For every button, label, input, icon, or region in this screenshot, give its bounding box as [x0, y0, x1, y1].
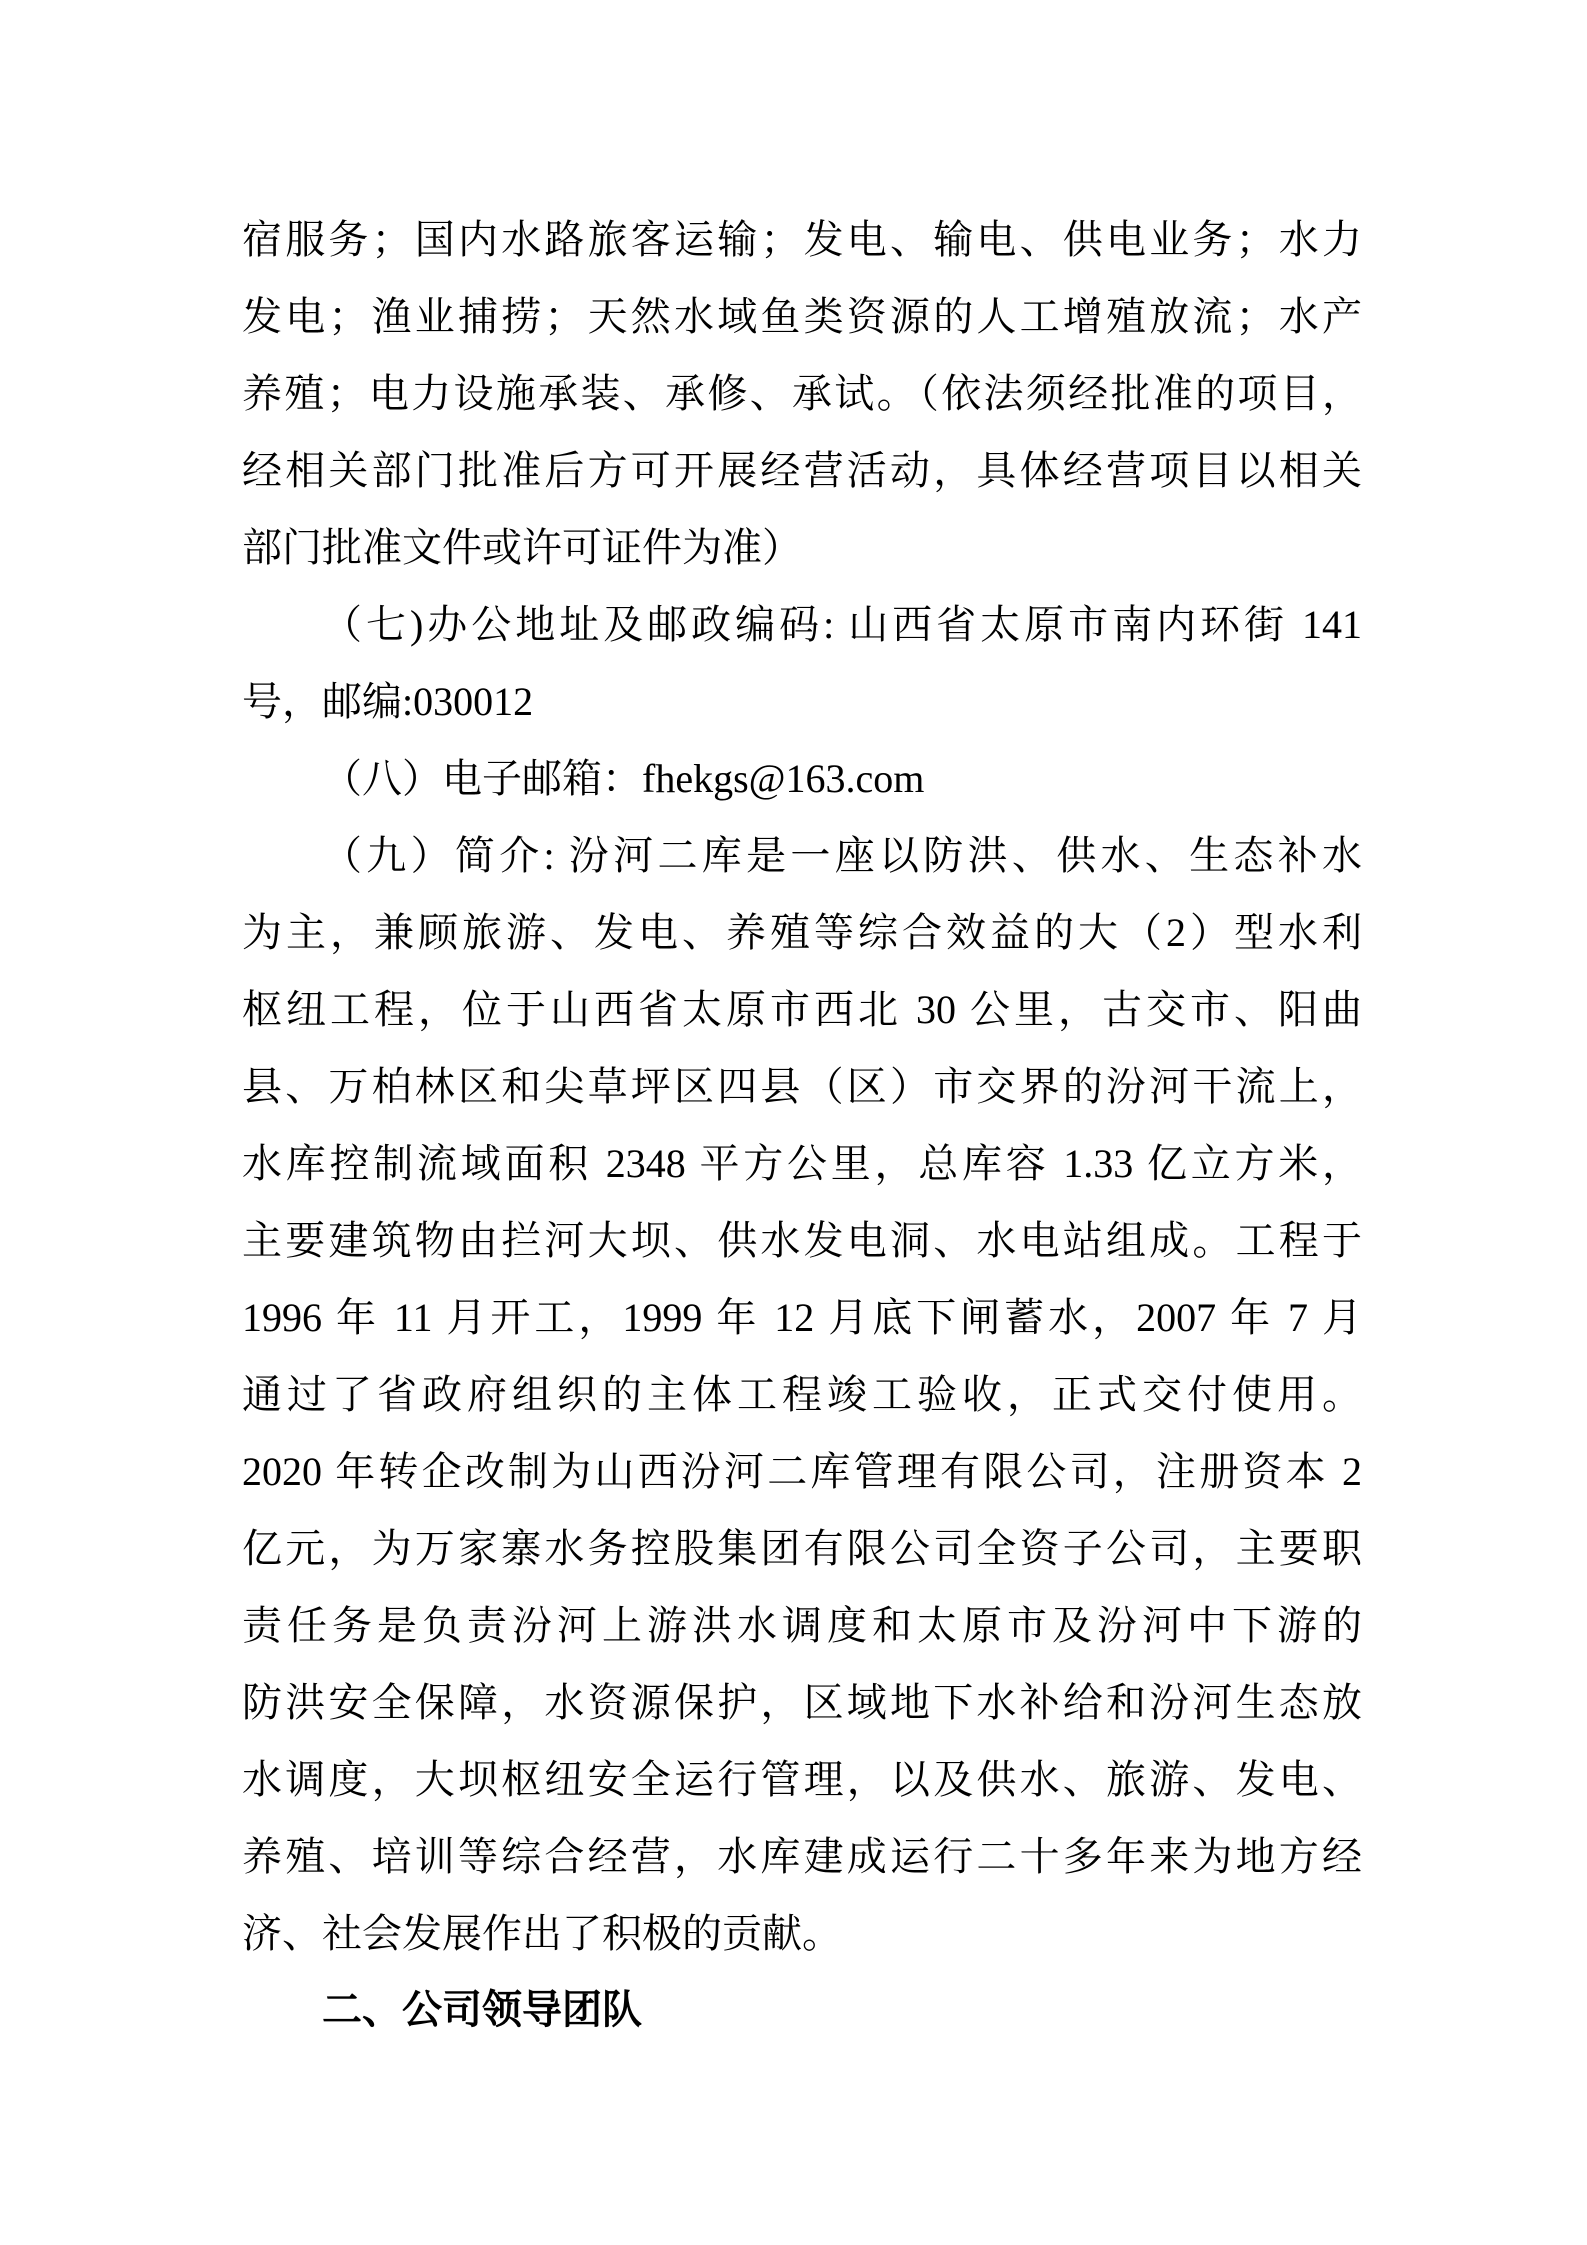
text-line: 2020 年转企改制为山西汾河二库管理有限公司，注册资本 2	[242, 1449, 1362, 1494]
text-line: 为主，兼顾旅游、发电、养殖等综合效益的大（2）型水利	[242, 910, 1362, 955]
section-heading: 二、公司领导团队	[322, 1988, 642, 2032]
paragraph-office-address	[242, 586, 1362, 740]
paragraph-business-scope	[242, 201, 1362, 586]
text-line: 济、社会发展作出了积极的贡献。	[242, 1911, 842, 1956]
text-line: 宿服务；国内水路旅客运输；发电、输电、供电业务；水力	[242, 217, 1362, 262]
text-line: 通过了省政府组织的主体工程竣工验收，正式交付使用。	[242, 1372, 1362, 1417]
text-line: 部门批准文件或许可证件为准）	[242, 525, 802, 570]
text-line: 发电；渔业捕捞；天然水域鱼类资源的人工增殖放流；水产	[242, 294, 1362, 339]
text-line: 枢纽工程，位于山西省太原市西北 30 公里，古交市、阳曲	[242, 987, 1362, 1032]
text-line: 防洪安全保障，水资源保护，区域地下水补给和汾河生态放	[242, 1680, 1362, 1725]
text-block	[242, 201, 1362, 2049]
text-line: 养殖；电力设施承装、承修、承试。（依法须经批准的项目，	[242, 371, 1362, 416]
text-line: 养殖、培训等综合经营，水库建成运行二十多年来为地方经	[242, 1834, 1362, 1879]
text-line: （八）电子邮箱：fhekgs@163.com	[322, 756, 925, 801]
paragraph-company-introduction	[242, 817, 1362, 1972]
text-line: 号，邮编:030012	[242, 679, 534, 724]
text-line: 水调度，大坝枢纽安全运行管理，以及供水、旅游、发电、	[242, 1757, 1362, 1802]
text-line: （九）简介: 汾河二库是一座以防洪、供水、生态补水	[322, 833, 1362, 878]
text-line: 县、万柏林区和尖草坪区四县（区）市交界的汾河干流上，	[242, 1064, 1362, 1109]
text-line: 主要建筑物由拦河大坝、供水发电洞、水电站组成。工程于	[242, 1218, 1362, 1263]
text-line: （七)办公地址及邮政编码: 山西省太原市南内环街 141	[322, 602, 1362, 647]
text-line: 水库控制流域面积 2348 平方公里，总库容 1.33 亿立方米，	[242, 1141, 1362, 1186]
text-line: 责任务是负责汾河上游洪水调度和太原市及汾河中下游的	[242, 1603, 1362, 1648]
paragraph-email	[242, 740, 1362, 817]
text-line: 亿元，为万家寨水务控股集团有限公司全资子公司，主要职	[242, 1526, 1362, 1571]
text-line: 经相关部门批准后方可开展经营活动，具体经营项目以相关	[242, 448, 1362, 493]
text-line: 1996 年 11 月开工，1999 年 12 月底下闸蓄水，2007 年 7 月	[242, 1295, 1362, 1340]
